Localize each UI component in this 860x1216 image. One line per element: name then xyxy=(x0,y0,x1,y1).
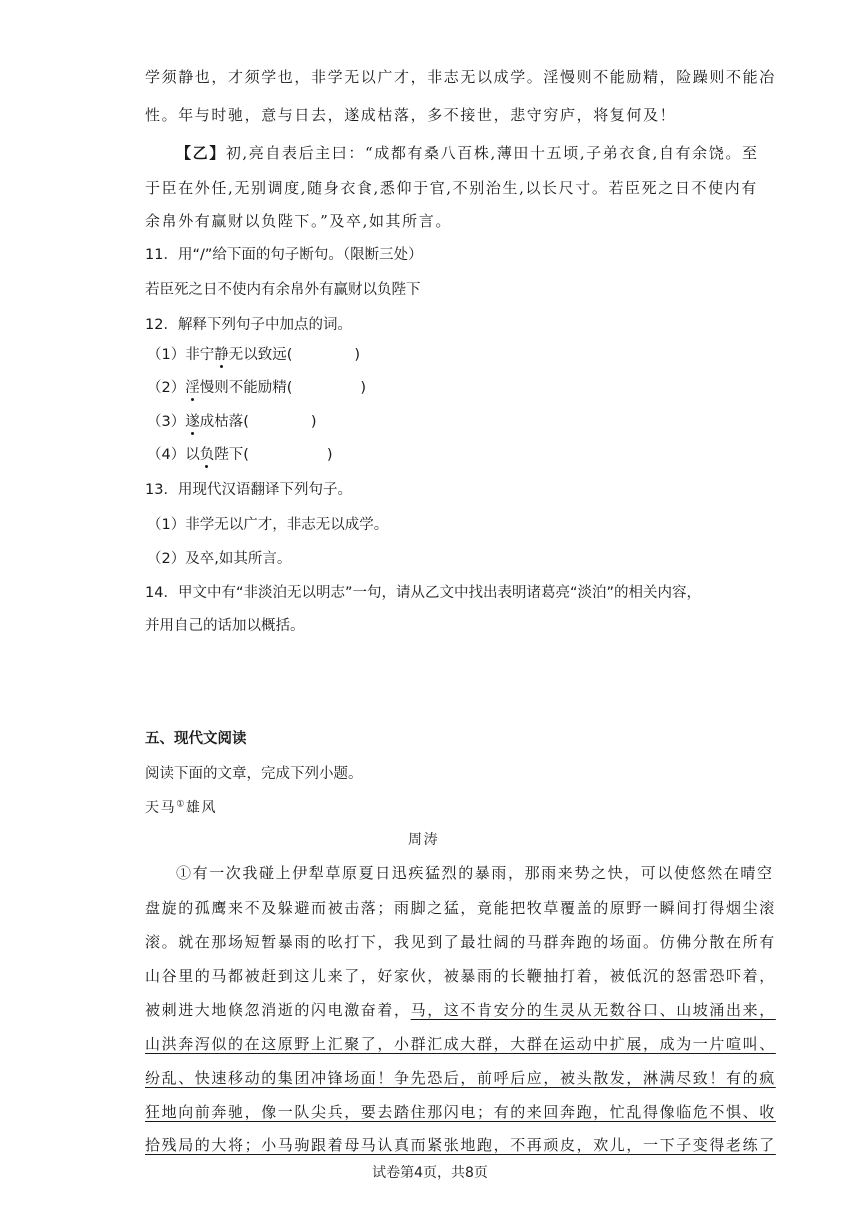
item-text: 陛下( xyxy=(214,447,249,463)
question-12-item-4 xyxy=(147,443,333,464)
article-line: 滚。就在那场短暂暴雨的吆打下，我见到了最壮阔的马群奔跑的场面。仿佛分散在所有 xyxy=(145,933,776,951)
passage-b-tag: 【乙】 xyxy=(176,144,226,162)
article-author: 周涛 xyxy=(408,832,440,848)
question-13-text: 13．用现代汉语翻译下列句子。 xyxy=(145,482,352,498)
underlined-text: 马，这不肯安分的生灵从无数谷口、山坡涌出来， xyxy=(410,1001,776,1019)
question-13-item-1: （1）非学无以广才，非志无以成学。 xyxy=(147,517,389,533)
question-13-item-2: （2）及卒,如其所言。 xyxy=(147,551,292,567)
question-12-text: 12．解释下列句子中加点的词。 xyxy=(145,317,352,333)
question-12-item-2 xyxy=(147,376,366,397)
article-line: ①有一次我碰上伊犁草原夏日迅疾猛烈的暴雨，那雨来势之快，可以使悠然在晴空 xyxy=(176,864,774,882)
dotted-word: 负 xyxy=(199,447,215,463)
item-number: （2） xyxy=(147,380,186,396)
passage-b-text: 初,亮自表后主曰：“成都有桑八百株,薄田十五顷,子弟衣食,自有余饶。至 xyxy=(225,144,759,162)
article-line-underlined: 纷乱、快速移动的集团冲锋场面！争先恐后，前呼后应，被头散发，淋满尽致！有的疯 xyxy=(145,1069,776,1087)
passage-a-line-1: 学须静也，才须学也，非学无以广才，非志无以成学。淫慢则不能励精，险躁则不能冶 xyxy=(145,68,776,86)
passage-b-line-3: 余帛外有赢财以负陛下。”及卒,如其所言。 xyxy=(145,212,452,230)
question-11-text: 11．用“/”给下面的句子断句。（限断三处） xyxy=(145,247,423,263)
item-text: 慢则不能励精( xyxy=(199,380,293,396)
item-text: 以 xyxy=(185,447,200,463)
item-number: （3） xyxy=(147,414,186,430)
title-text: 天马 xyxy=(145,800,177,816)
article-text: 被刺进大地倏忽消逝的闪电激奋着， xyxy=(145,1001,411,1019)
question-12-item-3 xyxy=(147,410,317,431)
article-line: 山谷里的马都被赶到这儿来了，好家伙，被暴雨的长鞭抽打着，被低沉的怒雷恐吓着， xyxy=(145,967,776,985)
item-close: ) xyxy=(354,347,361,363)
article-line: 盘旋的孤鹰来不及躲避而被击落；雨脚之猛，竟能把牧草覆盖的原野一瞬间打得烟尘滚 xyxy=(145,899,776,917)
article-line-underlined: 山洪奔泻似的在这原野上汇聚了，小群汇成大群，大群在运动中扩展，成为一片喧叫、 xyxy=(145,1035,776,1053)
item-close: ) xyxy=(310,414,317,430)
dotted-word: 遂 xyxy=(185,414,200,430)
title-text: 雄风 xyxy=(185,800,218,816)
item-text: 非宁 xyxy=(185,347,215,363)
page-footer: 试卷第4页，共8页 xyxy=(372,1165,488,1181)
item-close: ) xyxy=(360,380,367,396)
item-number: （4） xyxy=(147,447,186,463)
dotted-word: 淫 xyxy=(185,380,200,396)
passage-a-line-2: 性。年与时驰，意与日去，遂成枯落，多不接世，悲守穷庐，将复何及！ xyxy=(145,106,677,124)
item-text: 成枯落( xyxy=(199,414,249,430)
article-line-underlined: 拾残局的大将；小马驹跟着母马认真而紧张地跑，不再顽皮，欢儿，一下子变得老练了 xyxy=(145,1136,776,1154)
question-14-line-2: 并用自己的话加以概括。 xyxy=(145,618,305,634)
item-number: （1） xyxy=(147,347,186,363)
question-11-sentence: 若臣死之日不使内有余帛外有赢财以负陛下 xyxy=(145,282,421,298)
dotted-word: 静 xyxy=(214,347,229,363)
article-line xyxy=(145,999,776,1020)
article-title xyxy=(145,797,217,817)
item-close: ) xyxy=(326,447,333,463)
passage-b-line-2: 于臣在外任,无别调度,随身衣食,悉仰于官,不别治生,以长尺寸。若臣死之日不使内有 xyxy=(145,179,758,197)
passage-b-line-1 xyxy=(176,142,759,163)
section-instruction: 阅读下面的文章，完成下列小题。 xyxy=(145,766,363,782)
question-14-line-1: 14．甲文中有“非淡泊无以明志”一句，请从乙文中找出表明诸葛亮“淡泊”的相关内容， xyxy=(145,585,701,601)
footnote-marker: ① xyxy=(176,799,186,810)
question-12-item-1 xyxy=(147,343,360,364)
item-text: 无以致远( xyxy=(228,347,293,363)
article-line-underlined: 狂地向前奔驰，像一队尖兵，要去踏住那闪电；有的来回奔跑，忙乱得像临危不惧、收 xyxy=(145,1103,776,1121)
section-heading: 五、现代文阅读 xyxy=(145,731,247,747)
